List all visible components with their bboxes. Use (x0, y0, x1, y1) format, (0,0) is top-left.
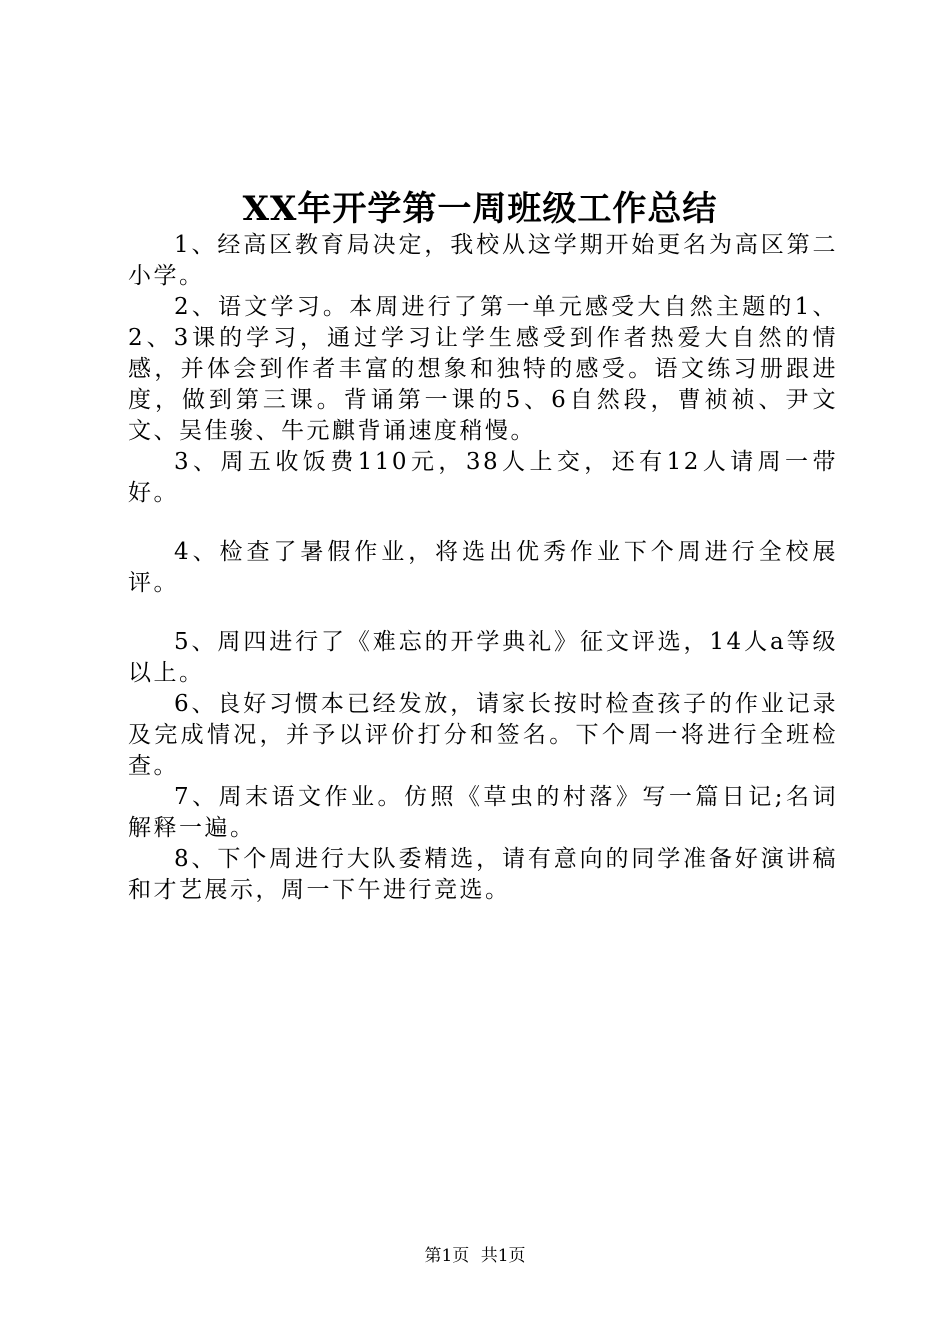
page-total: 共1页 (480, 1246, 526, 1266)
paragraph-3: 3、周五收饭费110元，38人上交，还有12人请周一带好。 (128, 449, 838, 506)
paragraph-6: 6、良好习惯本已经发放，请家长按时检查孩子的作业记录及完成情况，并予以评价打分和签名。下个周一将进行全班检查。 (128, 691, 838, 779)
paragraph-4: 4、检查了暑假作业，将选出优秀作业下个周进行全校展评。 (128, 539, 838, 596)
page-number: 第1页 (424, 1246, 470, 1266)
paragraph-5: 5、周四进行了《难忘的开学典礼》征文评选，14人a等级以上。 (128, 629, 838, 686)
paragraph-8: 8、下个周进行大队委精选，请有意向的同学准备好演讲稿和才艺展示，周一下午进行竞选。 (128, 846, 838, 903)
page-footer (0, 1244, 950, 1268)
paragraph-2: 2、语文学习。本周进行了第一单元感受大自然主题的1、2、3课的学习，通过学习让学生感受到作者热爱大自然的情感，并体会到作者丰富的想象和独特的感受。语文练习册跟进度，做到第三课。背诵第一课的5、6自然段，曹祯祯、尹文文、吴佳骏、牛元麒背诵速度稍慢。 (128, 294, 838, 444)
paragraph-1: 1、经高区教育局决定，我校从这学期开始更名为高区第二小学。 (128, 232, 838, 289)
paragraph-7: 7、周末语文作业。仿照《草虫的村落》写一篇日记;名词解释一遍。 (128, 784, 838, 841)
document-body (128, 230, 838, 906)
page-title: XX年开学第一周班级工作总结 (242, 189, 718, 229)
